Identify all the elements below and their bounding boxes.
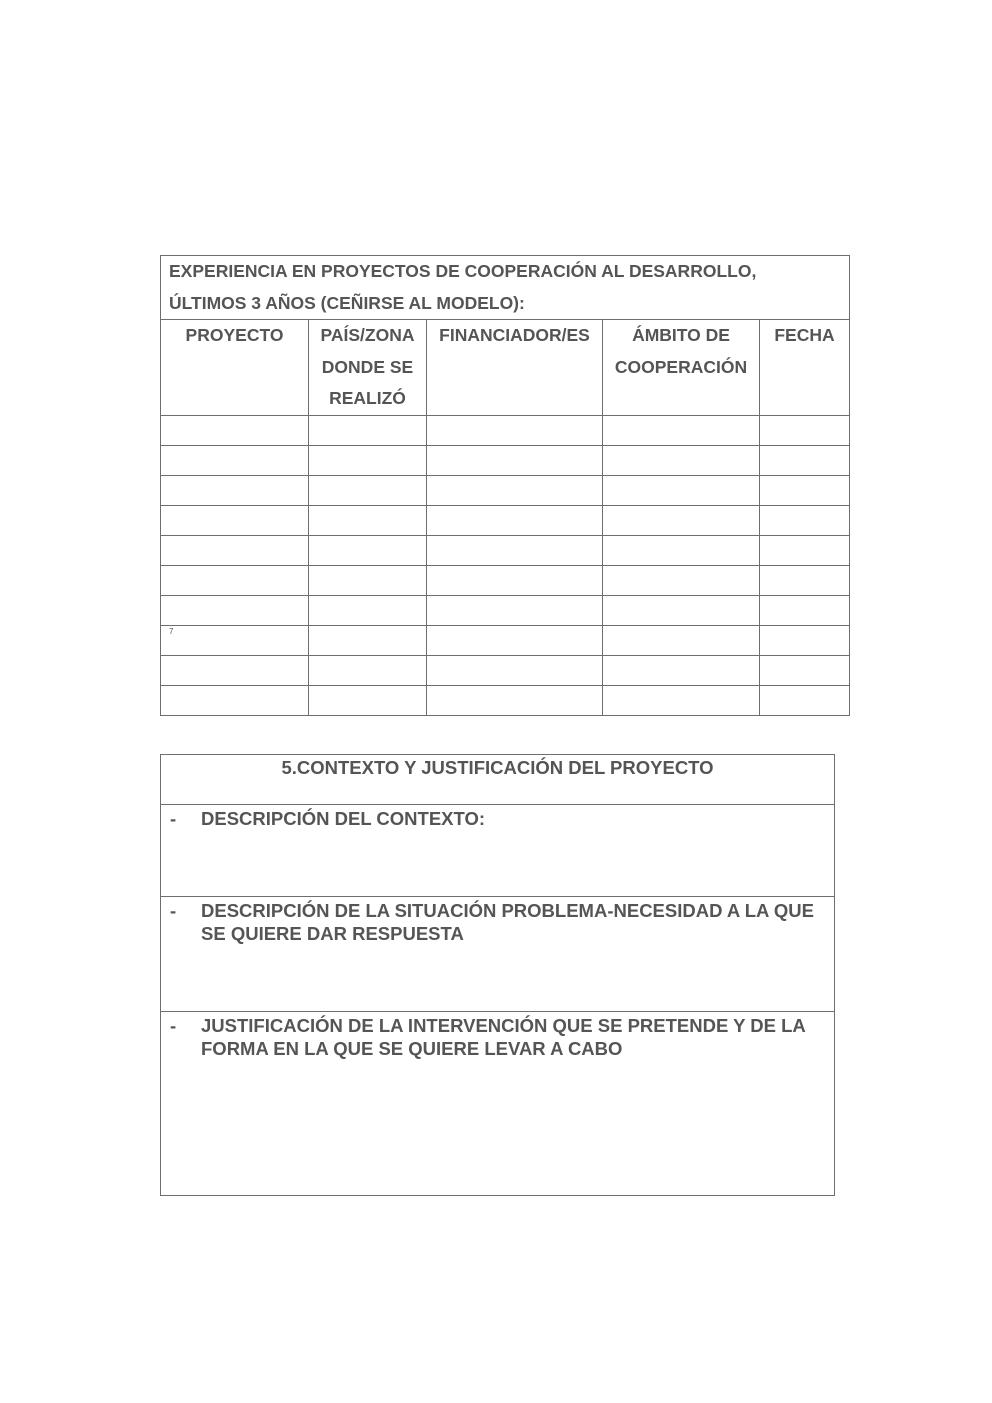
- intervention-justification-item: [161, 1012, 834, 1060]
- table-cell-financiador[interactable]: [427, 475, 603, 505]
- table-cell-fecha[interactable]: [760, 685, 850, 715]
- column-header-ambito: ÁMBITO DE COOPERACIÓN: [603, 320, 760, 416]
- section-title: 5.CONTEXTO Y JUSTIFICACIÓN DEL PROYECTO: [161, 755, 835, 805]
- table-cell-ambito[interactable]: [603, 595, 760, 625]
- table-cell-fecha[interactable]: [760, 595, 850, 625]
- table-cell-financiador[interactable]: [427, 685, 603, 715]
- column-header-pais-zona: PAÍS/ZONA DONDE SE REALIZÓ: [309, 320, 427, 416]
- table-row: [161, 505, 850, 535]
- bullet-dash: -: [170, 808, 177, 829]
- table-cell-proyecto[interactable]: [161, 685, 309, 715]
- table-cell-pais-zona[interactable]: [309, 655, 427, 685]
- table-cell-financiador[interactable]: [427, 505, 603, 535]
- table-cell-ambito[interactable]: [603, 565, 760, 595]
- table-cell-pais-zona[interactable]: [309, 445, 427, 475]
- table-cell-fecha[interactable]: [760, 475, 850, 505]
- table-cell-pais-zona[interactable]: [309, 685, 427, 715]
- problem-situation-item: [161, 897, 834, 945]
- table-cell-fecha[interactable]: [760, 655, 850, 685]
- table-cell-pais-zona[interactable]: [309, 505, 427, 535]
- column-header-financiador: FINANCIADOR/ES: [427, 320, 603, 416]
- table-cell-proyecto[interactable]: [161, 565, 309, 595]
- table-row: [161, 475, 850, 505]
- table-cell-financiador[interactable]: [427, 595, 603, 625]
- experience-title-line2: ÚLTIMOS 3 AÑOS (CEÑIRSE AL MODELO):: [169, 292, 525, 313]
- table-row: [161, 565, 850, 595]
- table-cell-financiador[interactable]: [427, 535, 603, 565]
- problem-situation-label: DESCRIPCIÓN DE LA SITUACIÓN PROBLEMA-NECESIDAD A LA QUE SE QUIERE DAR RESPUESTA: [201, 900, 814, 944]
- experience-table: [160, 255, 850, 716]
- table-row: [161, 625, 850, 655]
- intervention-justification-cell[interactable]: [161, 1012, 835, 1196]
- context-justification-table: [160, 754, 835, 1196]
- table-cell-proyecto[interactable]: [161, 625, 309, 655]
- table-row: [161, 685, 850, 715]
- problem-situation-cell[interactable]: [161, 897, 835, 1012]
- table-cell-fecha[interactable]: [760, 415, 850, 445]
- table-row: [161, 535, 850, 565]
- table-cell-proyecto[interactable]: [161, 535, 309, 565]
- experience-header-row: [161, 320, 850, 416]
- table-cell-ambito[interactable]: [603, 535, 760, 565]
- table-cell-ambito[interactable]: [603, 415, 760, 445]
- table-cell-financiador[interactable]: [427, 655, 603, 685]
- table-cell-ambito[interactable]: [603, 655, 760, 685]
- table-cell-ambito[interactable]: [603, 625, 760, 655]
- table-cell-fecha[interactable]: [760, 535, 850, 565]
- context-description-item: [161, 805, 834, 830]
- table-cell-fecha[interactable]: [760, 445, 850, 475]
- table-cell-financiador[interactable]: [427, 625, 603, 655]
- intervention-justification-label: JUSTIFICACIÓN DE LA INTERVENCIÓN QUE SE PRETENDE Y DE LA FORMA EN LA QUE SE QUIERE LEVAR A CABO: [201, 1015, 806, 1059]
- table-cell-pais-zona[interactable]: [309, 415, 427, 445]
- table-cell-pais-zona[interactable]: [309, 625, 427, 655]
- table-cell-financiador[interactable]: [427, 565, 603, 595]
- table-row: [161, 595, 850, 625]
- table-cell-financiador[interactable]: [427, 445, 603, 475]
- column-header-proyecto: PROYECTO: [161, 320, 309, 416]
- bullet-dash: -: [170, 900, 177, 921]
- table-cell-fecha[interactable]: [760, 565, 850, 595]
- bullet-dash: -: [170, 1015, 177, 1036]
- footnote-mark: 7: [169, 626, 174, 636]
- table-cell-proyecto[interactable]: [161, 415, 309, 445]
- experience-table-title: [161, 256, 850, 320]
- table-cell-pais-zona[interactable]: [309, 565, 427, 595]
- table-cell-pais-zona[interactable]: [309, 535, 427, 565]
- table-cell-fecha[interactable]: [760, 625, 850, 655]
- table-cell-proyecto[interactable]: [161, 445, 309, 475]
- table-cell-proyecto[interactable]: [161, 595, 309, 625]
- column-header-fecha: FECHA: [760, 320, 850, 416]
- table-cell-ambito[interactable]: [603, 475, 760, 505]
- table-row: [161, 415, 850, 445]
- table-cell-proyecto[interactable]: [161, 505, 309, 535]
- table-cell-proyecto[interactable]: [161, 475, 309, 505]
- table-cell-proyecto[interactable]: [161, 655, 309, 685]
- context-description-label: DESCRIPCIÓN DEL CONTEXTO:: [201, 808, 486, 829]
- table-cell-ambito[interactable]: [603, 505, 760, 535]
- table-cell-fecha[interactable]: [760, 505, 850, 535]
- table-row: [161, 655, 850, 685]
- table-cell-ambito[interactable]: [603, 685, 760, 715]
- table-cell-financiador[interactable]: [427, 415, 603, 445]
- table-row: [161, 445, 850, 475]
- experience-title-line1: EXPERIENCIA EN PROYECTOS DE COOPERACIÓN AL DESARROLLO,: [169, 261, 757, 281]
- table-cell-pais-zona[interactable]: [309, 475, 427, 505]
- context-description-cell[interactable]: [161, 805, 835, 897]
- table-cell-ambito[interactable]: [603, 445, 760, 475]
- table-cell-pais-zona[interactable]: [309, 595, 427, 625]
